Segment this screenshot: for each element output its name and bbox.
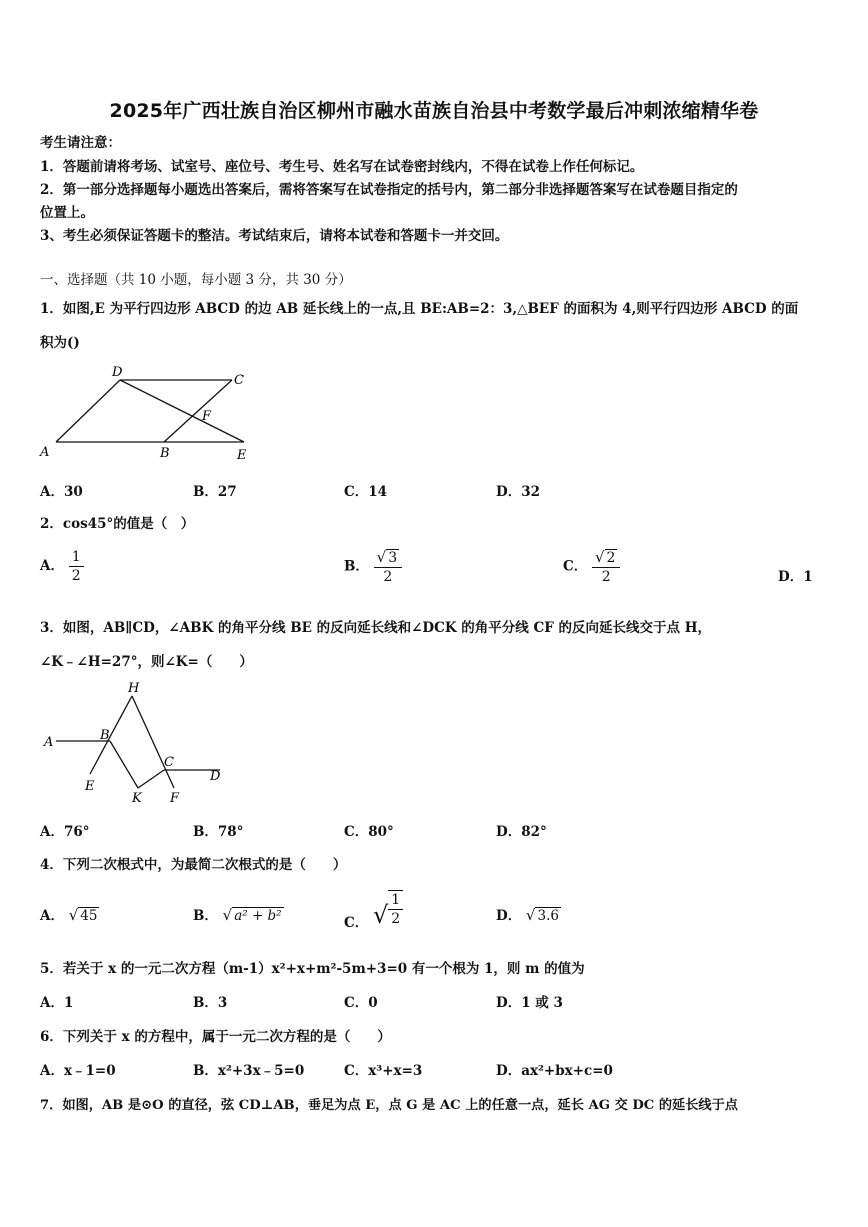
radical-icon: √ bbox=[372, 900, 389, 929]
q2-option-b[interactable] bbox=[344, 548, 402, 586]
q3-angle-figure bbox=[40, 678, 240, 808]
q1-parallelogram-figure bbox=[36, 362, 266, 467]
q6-option-b[interactable]: B．x²+3x﹣5=0 bbox=[193, 1063, 305, 1079]
q4-option-a-radicand: 45 bbox=[80, 908, 98, 924]
q7-stem: 7．如图，AB 是⊙O 的直径，弦 CD⊥AB，垂足为点 E，点 G 是 AC 上的任意一点，延长 AG 交 DC 的延长线于点 bbox=[40, 1098, 738, 1113]
q4-option-b-radicand: a² + b² bbox=[234, 908, 282, 924]
q5-option-a[interactable]: A．1 bbox=[40, 995, 74, 1011]
q1-label-C: C bbox=[234, 373, 244, 388]
q4-option-d-label: D． bbox=[496, 908, 522, 924]
q3-label-B: B bbox=[100, 728, 110, 743]
q4-option-d[interactable] bbox=[496, 904, 561, 924]
notice-item-1: 1．答题前请将考场、试室号、座位号、考生号、姓名写在试卷密封线内，不得在试卷上作任何标记。 bbox=[40, 159, 644, 175]
q3-stem: 3．如图，AB∥CD，∠ABK 的角平分线 BE 的反向延长线和∠DCK 的角平分线 CF 的反向延长线交于点 H， bbox=[40, 620, 711, 636]
q5-option-c[interactable]: C．0 bbox=[344, 995, 378, 1011]
radical-icon: √ bbox=[68, 906, 79, 924]
q4-option-c-fraction bbox=[388, 890, 403, 928]
q2-option-c-label: C． bbox=[563, 558, 588, 575]
q3-label-F: F bbox=[170, 791, 180, 806]
q4-option-c-denominator: 2 bbox=[391, 911, 401, 927]
q3-option-d[interactable]: D．82° bbox=[496, 824, 547, 840]
q3-label-H: H bbox=[128, 681, 140, 696]
q4-option-d-radicand: 3.6 bbox=[537, 908, 559, 924]
q2-option-c-radicand: 2 bbox=[606, 550, 616, 566]
q4-option-b-label: B． bbox=[193, 908, 218, 924]
q2-option-a-fraction bbox=[69, 548, 84, 585]
notice-item-2-cont: 位置上。 bbox=[40, 205, 94, 221]
q3-option-a[interactable]: A．76° bbox=[40, 824, 90, 840]
q2-option-a-numerator: 1 bbox=[69, 548, 84, 567]
q1-option-d[interactable]: D．32 bbox=[496, 484, 540, 500]
q1-option-c[interactable]: C．14 bbox=[344, 484, 388, 500]
q2-option-a-denominator: 2 bbox=[71, 568, 81, 584]
radical-icon: √ bbox=[594, 548, 605, 566]
q3-option-c[interactable]: C．80° bbox=[344, 824, 394, 840]
q5-stem: 5．若关于 x 的一元二次方程（m-1）x²+x+m²-5m+3=0 有一个根为 1，则 m 的值为 bbox=[40, 961, 585, 977]
radical-icon: √ bbox=[376, 548, 387, 566]
radical-icon: √ bbox=[525, 906, 536, 924]
q2-option-c[interactable] bbox=[563, 548, 620, 586]
q6-option-c[interactable]: C．x³+x=3 bbox=[344, 1063, 423, 1079]
q4-option-c[interactable] bbox=[344, 890, 403, 931]
q3-label-D: D bbox=[210, 769, 221, 784]
q6-option-d[interactable]: D．ax²+bx+c=0 bbox=[496, 1063, 613, 1079]
q3-stem-cont: ∠K﹣∠H=27°，则∠K=（ ） bbox=[40, 654, 253, 670]
q1-label-D: D bbox=[112, 365, 123, 380]
radical-icon: √ bbox=[222, 906, 233, 924]
q1-label-E: E bbox=[237, 448, 247, 463]
q1-stem-cont: 积为() bbox=[40, 335, 80, 351]
q6-stem: 6．下列关于 x 的方程中，属于一元二次方程的是（ ） bbox=[40, 1029, 391, 1045]
q3-label-E: E bbox=[85, 779, 95, 794]
q2-option-c-denominator: 2 bbox=[601, 569, 611, 585]
q3-label-K: K bbox=[132, 791, 142, 806]
q2-option-d[interactable]: D．1 bbox=[778, 569, 813, 585]
q3-label-A: A bbox=[44, 735, 54, 750]
q5-option-b[interactable]: B．3 bbox=[193, 995, 228, 1011]
section-heading: 一、选择题（共 10 小题，每小题 3 分，共 30 分） bbox=[40, 272, 352, 288]
q3-option-b[interactable]: B．78° bbox=[193, 824, 244, 840]
q5-option-d[interactable]: D．1 或 3 bbox=[496, 995, 563, 1011]
q4-stem: 4．下列二次根式中，为最简二次根式的是（ ） bbox=[40, 857, 347, 873]
notice-item-3: 3、考生必须保证答题卡的整洁。考试结束后，请将本试卷和答题卡一并交回。 bbox=[40, 228, 509, 244]
q3-label-C: C bbox=[164, 755, 174, 770]
q1-option-a[interactable]: A．30 bbox=[40, 484, 83, 500]
q2-option-a[interactable] bbox=[40, 548, 84, 585]
q4-option-a-label: A． bbox=[40, 908, 64, 924]
q2-option-b-radicand: 3 bbox=[388, 550, 398, 566]
q2-stem: 2．cos45°的值是（ ） bbox=[40, 516, 195, 532]
q2-option-b-label: B． bbox=[344, 558, 369, 575]
q1-label-F: F bbox=[202, 409, 212, 424]
q4-option-c-label: C． bbox=[344, 914, 369, 931]
q1-option-b[interactable]: B．27 bbox=[193, 484, 237, 500]
q6-option-a[interactable]: A．x﹣1=0 bbox=[40, 1063, 116, 1079]
q1-label-B: B bbox=[160, 446, 170, 461]
q2-option-b-denominator: 2 bbox=[383, 569, 393, 585]
q4-option-a[interactable] bbox=[40, 904, 99, 924]
notice-item-2: 2．第一部分选择题每小题选出答案后，需将答案写在试卷指定的括号内，第二部分非选择题答案写在试卷题目指定的 bbox=[40, 182, 738, 198]
page-title: 2025年广西壮族自治区柳州市融水苗族自治县中考数学最后冲刺浓缩精华卷 bbox=[109, 100, 759, 122]
q1-label-A: A bbox=[40, 445, 50, 460]
notice-heading: 考生请注意： bbox=[40, 135, 121, 151]
q2-option-b-fraction bbox=[374, 548, 402, 586]
q2-option-c-fraction bbox=[592, 548, 620, 586]
q4-option-b[interactable] bbox=[193, 904, 284, 924]
q4-option-c-numerator: 1 bbox=[388, 891, 403, 910]
q2-option-a-label: A． bbox=[40, 558, 64, 574]
q1-stem: 1．如图,E 为平行四边形 ABCD 的边 AB 延长线上的一点,且 BE:AB=2：3,△BEF 的面积为 4,则平行四边形 ABCD 的面 bbox=[40, 301, 799, 317]
